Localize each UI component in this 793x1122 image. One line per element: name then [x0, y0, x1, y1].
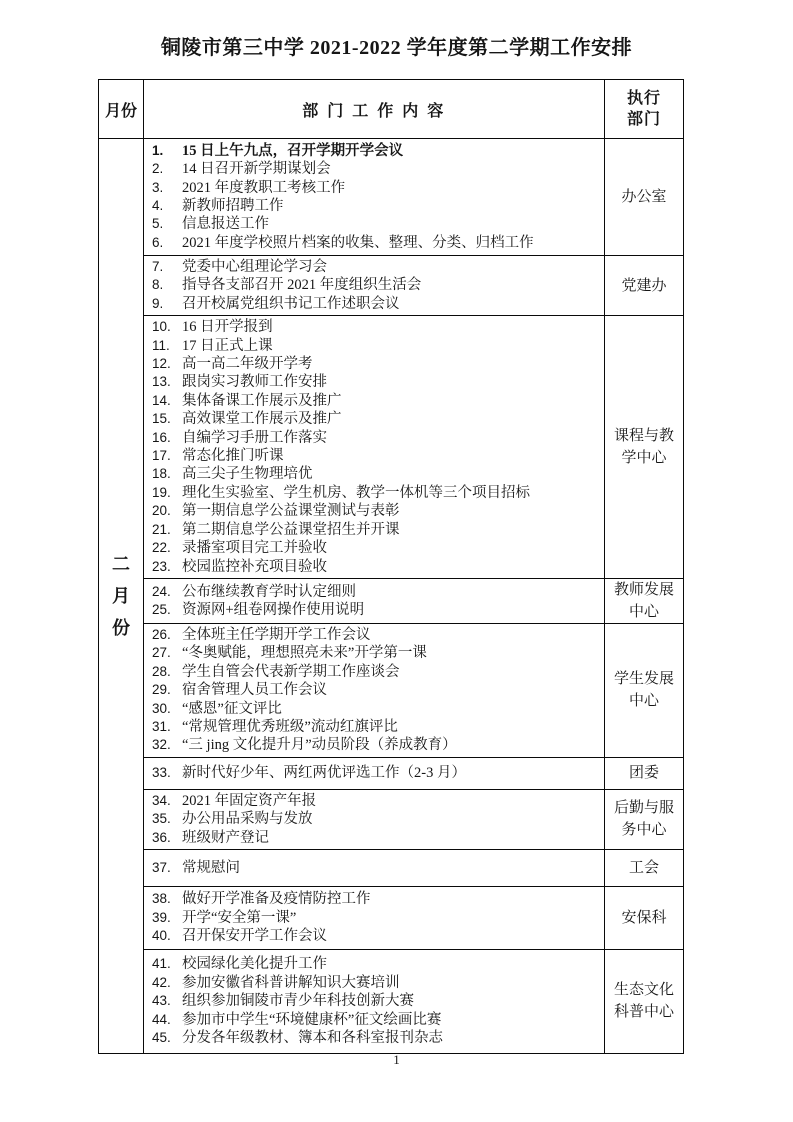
- work-item-text: “常规管理优秀班级”流动红旗评比: [182, 718, 398, 735]
- work-item: [152, 718, 598, 736]
- work-item-text: 2021 年固定资产年报: [182, 792, 317, 809]
- work-item-text: 16 日开学报到: [182, 319, 273, 336]
- work-schedule-table: [98, 79, 684, 1054]
- work-item: [152, 373, 598, 391]
- work-item-text: 第二期信息学公益课堂招生并开课: [182, 521, 400, 538]
- table-section-row: [99, 316, 684, 579]
- work-item-number: 29.: [152, 682, 171, 698]
- work-item-number: 38.: [152, 891, 171, 907]
- work-item-number: 10.: [152, 319, 171, 335]
- work-item: [152, 736, 598, 754]
- department-cell: 后勤与服务中心: [605, 789, 684, 849]
- work-item-number: 15.: [152, 411, 171, 427]
- work-item-text: 14 日召开新学期谋划会: [182, 161, 331, 178]
- work-item-number: 24.: [152, 583, 171, 599]
- work-item: [152, 295, 598, 313]
- work-item-text: 15 日上午九点，召开学期开学会议: [182, 142, 404, 159]
- column-header-content: 部 门 工 作 内 容: [144, 80, 605, 139]
- work-item: [152, 764, 598, 782]
- work-items-cell: [144, 623, 605, 757]
- work-item-number: 27.: [152, 645, 171, 661]
- work-item-number: 40.: [152, 928, 171, 944]
- work-item-text: 学生自管会代表新学期工作座谈会: [182, 663, 400, 680]
- work-item-number: 36.: [152, 829, 171, 845]
- work-item-number: 2.: [152, 161, 164, 177]
- work-item-text: 资源网+组卷网操作使用说明: [182, 601, 365, 618]
- work-item-number: 8.: [152, 277, 164, 293]
- work-item: [152, 318, 598, 336]
- work-item-text: 高一高二年级开学考: [182, 356, 313, 373]
- table-section-row: [99, 949, 684, 1053]
- document-title: 铜陵市第三中学 2021-2022 学年度第二学期工作安排: [160, 37, 633, 59]
- work-item-text: 新教师招聘工作: [182, 198, 284, 214]
- work-item: [152, 859, 598, 877]
- work-item: [152, 927, 598, 945]
- work-item: [152, 539, 598, 557]
- work-item: [152, 465, 598, 483]
- work-item: [152, 197, 598, 215]
- work-item: [152, 502, 598, 520]
- work-item-number: 12.: [152, 356, 171, 372]
- work-item-number: 11.: [152, 337, 170, 353]
- work-item: [152, 909, 598, 927]
- work-item-number: 17.: [152, 448, 171, 464]
- work-item: [152, 258, 598, 276]
- work-item-text: 做好开学准备及疫情防控工作: [182, 891, 371, 908]
- work-item-text: 常规慰问: [182, 859, 240, 876]
- table-header: [99, 80, 684, 139]
- page-number: 1: [393, 1052, 400, 1067]
- work-item: [152, 583, 598, 601]
- work-item-number: 32.: [152, 737, 171, 753]
- work-item-text: 新时代好少年、两红两优评选工作（2-3 月）: [182, 765, 466, 782]
- work-item-text: “感恩”征文评比: [182, 700, 282, 717]
- work-items-cell: [144, 849, 605, 886]
- work-item: [152, 974, 598, 992]
- work-item-text: 公布继续教育学时认定细则: [182, 583, 356, 600]
- work-item-text: “三 jing 文化提升月”动员阶段（养成教育）: [182, 737, 457, 754]
- work-item-text: 全体班主任学期开学工作会议: [182, 626, 371, 643]
- work-item-number: 45.: [152, 1030, 171, 1046]
- month-char: 二: [112, 553, 130, 574]
- work-item-number: 23.: [152, 558, 171, 574]
- work-item: [152, 601, 598, 619]
- month-cell: [99, 139, 144, 1054]
- work-item-text: 分发各年级教材、簿本和各科室报刊杂志: [182, 1030, 443, 1047]
- work-item: [152, 992, 598, 1010]
- column-header-department-line1: 执行: [626, 90, 661, 107]
- column-header-department: [605, 80, 684, 139]
- department-cell: 生态文化科普中心: [605, 949, 684, 1053]
- work-item-number: 37.: [152, 859, 171, 875]
- work-item-text: 2021 年度学校照片档案的收集、整理、分类、归档工作: [182, 234, 534, 251]
- work-item: [152, 337, 598, 355]
- work-item-number: 7.: [152, 259, 164, 274]
- work-item-text: 参加安徽省科普讲解知识大赛培训: [182, 974, 400, 991]
- work-item-number: 39.: [152, 909, 171, 925]
- work-item-text: 跟岗实习教师工作安排: [182, 374, 327, 391]
- work-item-number: 5.: [152, 216, 164, 232]
- work-item-text: 集体备课工作展示及推广: [182, 392, 342, 409]
- work-item-number: 9.: [152, 295, 164, 311]
- department-cell: 课程与教学中心: [605, 316, 684, 579]
- work-item: [152, 429, 598, 447]
- work-item-number: 13.: [152, 374, 171, 390]
- work-item: [152, 484, 598, 502]
- work-item: [152, 810, 598, 828]
- department-cell: 安保科: [605, 886, 684, 949]
- work-item-number: 26.: [152, 626, 171, 642]
- work-item-text: “冬奥赋能，理想照亮未来”开学第一课: [182, 645, 427, 662]
- work-item-number: 6.: [152, 234, 164, 250]
- work-items-cell: [144, 256, 605, 316]
- work-item-text: 班级财产登记: [182, 829, 269, 846]
- work-items-cell: [144, 789, 605, 849]
- work-item-number: 18.: [152, 466, 171, 482]
- work-item-number: 33.: [152, 765, 171, 781]
- table-section-row: [99, 139, 684, 256]
- work-item-text: 指导各支部召开 2021 年度组织生活会: [182, 277, 422, 294]
- work-item: [152, 447, 598, 465]
- work-item: [152, 1011, 598, 1029]
- work-item-number: 35.: [152, 811, 171, 827]
- work-items-cell: [144, 757, 605, 789]
- work-item-text: 第一期信息学公益课堂测试与表彰: [182, 503, 400, 520]
- department-cell: 党建办: [605, 256, 684, 316]
- department-cell: 教师发展中心: [605, 578, 684, 623]
- work-item-number: 1.: [152, 142, 164, 158]
- work-item-number: 28.: [152, 663, 171, 679]
- work-item-number: 30.: [152, 700, 171, 716]
- table-section-row: [99, 256, 684, 316]
- work-item-text: 信息报送工作: [182, 216, 269, 233]
- work-item-number: 25.: [152, 601, 171, 617]
- work-item-text: 召开校属党组织书记工作述职会议: [182, 295, 400, 312]
- work-item-text: 17 日正式上课: [182, 337, 273, 354]
- table-section-row: [99, 886, 684, 949]
- work-item: [152, 160, 598, 178]
- column-header-month: 月份: [99, 80, 144, 139]
- work-item: [152, 644, 598, 662]
- table-section-row: [99, 849, 684, 886]
- work-item-text: 录播室项目完工并验收: [182, 540, 327, 557]
- work-item-text: 校园监控补充项目验收: [182, 558, 327, 575]
- work-item-text: 党委中心组理论学习会: [182, 259, 327, 275]
- work-item-text: 2021 年度教职工考核工作: [182, 179, 346, 196]
- work-item-number: 41.: [152, 956, 171, 972]
- column-header-department-line2: 部门: [626, 111, 661, 128]
- work-item: [152, 700, 598, 718]
- work-items-cell: [144, 949, 605, 1053]
- work-item-text: 高三尖子生物理培优: [182, 466, 313, 483]
- department-cell: 办公室: [605, 139, 684, 256]
- work-item-number: 43.: [152, 993, 171, 1009]
- work-item: [152, 234, 598, 252]
- table-body: [99, 139, 684, 1054]
- work-item-number: 19.: [152, 484, 171, 500]
- work-item: [152, 890, 598, 908]
- work-item-text: 开学“安全第一课”: [182, 909, 297, 926]
- work-item-text: 宿舍管理人员工作会议: [182, 682, 327, 699]
- work-item: [152, 179, 598, 197]
- work-items-cell: [144, 578, 605, 623]
- work-item-number: 31.: [152, 718, 171, 734]
- work-item-number: 4.: [152, 198, 164, 213]
- table-section-row: [99, 789, 684, 849]
- work-items-cell: [144, 316, 605, 579]
- work-item-text: 理化生实验室、学生机房、教学一体机等三个项目招标: [182, 484, 530, 501]
- work-item-text: 办公用品采购与发放: [182, 811, 313, 828]
- month-char: 份: [112, 617, 130, 638]
- work-item-number: 42.: [152, 974, 171, 990]
- work-item-text: 校园绿化美化提升工作: [182, 956, 327, 973]
- work-item-text: 常态化推门听课: [182, 448, 284, 465]
- work-items-cell: [144, 886, 605, 949]
- work-item-text: 参加市中学生“环境健康杯”征文绘画比赛: [182, 1011, 442, 1028]
- department-cell: 学生发展中心: [605, 623, 684, 757]
- work-item: [152, 276, 598, 294]
- work-item-text: 高效课堂工作展示及推广: [182, 411, 342, 428]
- work-item: [152, 521, 598, 539]
- work-item-number: 34.: [152, 792, 171, 808]
- work-item-number: 14.: [152, 392, 171, 408]
- work-item: [152, 1029, 598, 1047]
- work-item-number: 20.: [152, 503, 171, 519]
- table-section-row: [99, 623, 684, 757]
- work-item: [152, 681, 598, 699]
- work-item: [152, 410, 598, 428]
- work-item: [152, 626, 598, 644]
- table-section-row: [99, 757, 684, 789]
- table-section-row: [99, 578, 684, 623]
- work-item: [152, 663, 598, 681]
- work-item: [152, 355, 598, 373]
- work-item-number: 21.: [152, 521, 171, 537]
- work-item: [152, 792, 598, 810]
- work-item-text: 自编学习手册工作落实: [182, 429, 327, 446]
- work-item: [152, 142, 598, 160]
- work-item-number: 16.: [152, 429, 171, 445]
- month-char: 月: [112, 585, 130, 606]
- work-item-number: 3.: [152, 179, 164, 195]
- work-item-number: 44.: [152, 1011, 171, 1027]
- work-item: [152, 392, 598, 410]
- work-item-number: 22.: [152, 540, 171, 556]
- work-item: [152, 215, 598, 233]
- work-items-cell: [144, 139, 605, 256]
- department-cell: 工会: [605, 849, 684, 886]
- department-cell: 团委: [605, 757, 684, 789]
- work-item: [152, 558, 598, 576]
- table-header-row: [99, 80, 684, 139]
- work-item: [152, 955, 598, 973]
- work-item: [152, 829, 598, 847]
- work-item-text: 组织参加铜陵市青少年科技创新大赛: [182, 993, 414, 1010]
- work-item-text: 召开保安开学工作会议: [182, 928, 327, 945]
